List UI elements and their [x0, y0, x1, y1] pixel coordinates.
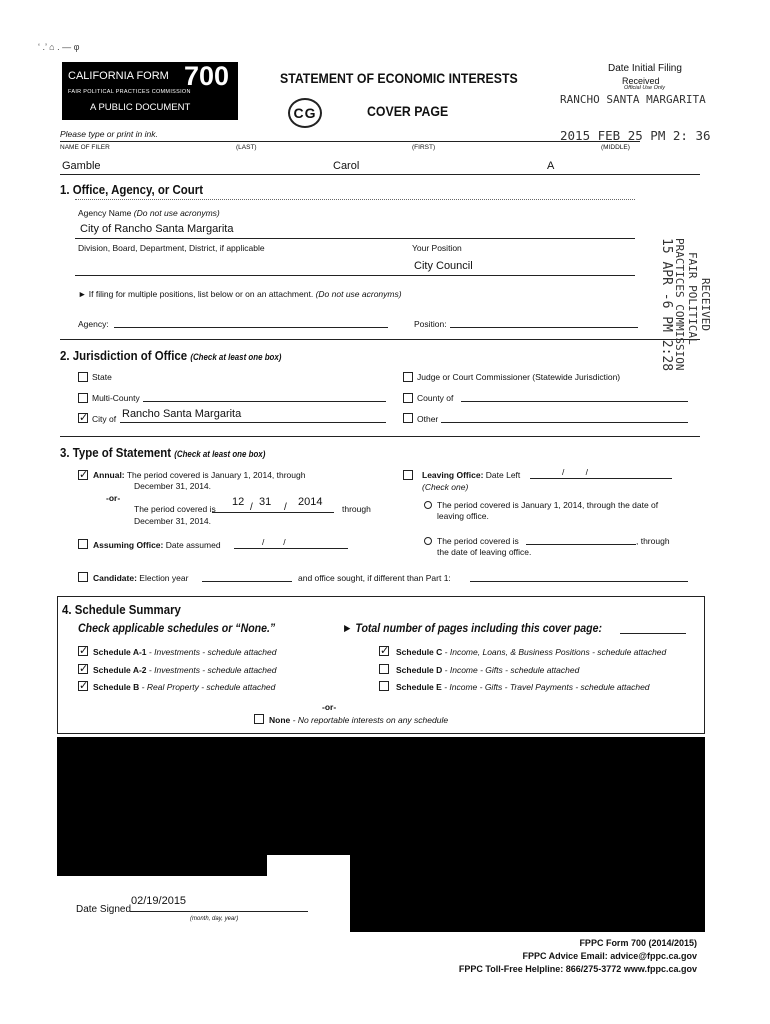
- multiple-positions-note: ► If filing for multiple positions, list below or on an attachment. (Do not use acronyms): [78, 289, 402, 299]
- footer-helpline: FPPC Toll-Free Helpline: 866/275-3772 www.fppc.ca.gov: [458, 964, 697, 974]
- through-label: through: [342, 504, 371, 514]
- schedule-e-checkbox[interactable]: [379, 681, 389, 691]
- multi-county-checkbox[interactable]: [78, 393, 88, 403]
- form-label: CALIFORNIA FORM: [68, 70, 169, 82]
- period-day[interactable]: 31: [259, 496, 272, 508]
- candidate-text: Candidate: Election year: [93, 573, 189, 583]
- leaving-option-2-through: , through: [636, 536, 670, 546]
- judge-checkbox[interactable]: [403, 372, 413, 382]
- please-type-note: Please type or print in ink.: [60, 129, 158, 139]
- agency-name-label: Agency Name (Do not use acronyms): [78, 208, 220, 218]
- your-position-value[interactable]: City Council: [414, 260, 473, 272]
- statement-title: STATEMENT OF ECONOMIC INTERESTS: [280, 70, 518, 86]
- official-use-label: Official Use Only: [624, 85, 665, 91]
- fppc-received-stamp: RECEIVED FAIR POLITICAL PRACTICES COMMISSION 15 APR -6 PM 2:28: [659, 238, 712, 372]
- schedule-a2-checkbox[interactable]: [78, 664, 88, 674]
- total-pages-label: ► Total number of pages including this cover page:: [342, 621, 603, 635]
- schedule-c-checkbox[interactable]: [379, 646, 389, 656]
- schedule-a2-label: Schedule A-2 - Investments - schedule attached: [93, 665, 277, 675]
- agency-label: Agency:: [78, 319, 109, 329]
- assuming-office-text: Assuming Office: Date assumed: [93, 540, 221, 550]
- leaving-office-text: Leaving Office: Date Left: [422, 470, 521, 480]
- leaving-option-2-text-2: the date of leaving office.: [437, 547, 532, 557]
- commission-label: FAIR POLITICAL PRACTICES COMMISSION: [68, 89, 191, 95]
- footer-advice-email: FPPC Advice Email: advice@fppc.ca.gov: [522, 951, 697, 961]
- schedule-b-checkbox[interactable]: [78, 681, 88, 691]
- candidate-checkbox[interactable]: [78, 572, 88, 582]
- date-initial-filing-label: Date Initial Filing: [608, 63, 682, 74]
- leaving-office-checkbox[interactable]: [403, 470, 413, 480]
- period-covered-label: The period covered is: [134, 504, 216, 514]
- footer-form-label: FPPC Form 700 (2014/2015): [579, 938, 697, 948]
- city-received-stamp: RANCHO SANTA MARGARITA: [560, 93, 706, 106]
- leaving-option-2-text: The period covered is: [437, 536, 519, 546]
- name-of-filer-label: NAME OF FILER: [60, 144, 110, 151]
- first-name-label: (FIRST): [412, 144, 436, 151]
- annual-text-2: December 31, 2014.: [134, 481, 212, 491]
- period-year[interactable]: 2014: [298, 496, 323, 508]
- cover-page-title: COVER PAGE: [367, 103, 449, 119]
- leaving-option-1-radio[interactable]: [424, 501, 432, 509]
- filing-date-stamp: 2015 FEB 25 PM 2: 36: [560, 128, 711, 143]
- filer-middle-initial[interactable]: A: [547, 160, 555, 172]
- office-sought-label: and office sought, if different than Part 1:: [298, 573, 451, 583]
- assuming-office-checkbox[interactable]: [78, 539, 88, 549]
- check-applicable-note: Check applicable schedules or “None.”: [78, 621, 276, 635]
- form-number: 700: [184, 61, 230, 91]
- or-separator: -or-: [106, 493, 121, 503]
- state-label: State: [92, 372, 112, 382]
- schedule-a1-checkbox[interactable]: [78, 646, 88, 656]
- filer-last-name[interactable]: Gamble: [62, 160, 101, 172]
- middle-name-label: (MIDDLE): [601, 144, 630, 151]
- dec31-label: December 31, 2014.: [134, 516, 212, 526]
- annual-text: Annual: The period covered is January 1, 2014, through: [93, 470, 306, 480]
- leaving-option-1-text-2: leaving office.: [437, 511, 489, 521]
- agency-name-value[interactable]: City of Rancho Santa Margarita: [80, 223, 234, 235]
- schedule-d-label: Schedule D - Income - Gifts - schedule attached: [396, 665, 580, 675]
- leaving-option-1-text: The period covered is January 1, 2014, through the date of: [437, 500, 659, 510]
- check-one-label: (Check one): [422, 482, 469, 492]
- section-3-title: 3. Type of Statement (Check at least one box): [60, 445, 266, 460]
- date-format-hint: (month, day, year): [190, 916, 239, 922]
- schedule-b-label: Schedule B - Real Property - schedule attached: [93, 682, 276, 692]
- date-signed-value[interactable]: 02/19/2015: [131, 895, 187, 907]
- section-2-title: 2. Jurisdiction of Office (Check at least one box): [60, 348, 282, 363]
- received-label: Received: [622, 76, 660, 86]
- county-checkbox[interactable]: [403, 393, 413, 403]
- form-header-box: [62, 62, 238, 120]
- section-1-title: 1. Office, Agency, or Court: [60, 182, 204, 197]
- redacted-block: [57, 737, 705, 855]
- other-checkbox[interactable]: [403, 413, 413, 423]
- filer-first-name[interactable]: Carol: [333, 160, 360, 172]
- division-label: Division, Board, Department, District, if applicable: [78, 243, 265, 253]
- city-of-value[interactable]: Rancho Santa Margarita: [122, 408, 242, 420]
- multi-county-label: Multi-County: [92, 393, 140, 403]
- judge-label: Judge or Court Commissioner (Statewide Jurisdiction): [417, 372, 621, 382]
- cg-circle: CG: [288, 98, 322, 128]
- county-of-label: County of: [417, 393, 454, 403]
- last-name-label: (LAST): [236, 144, 257, 151]
- public-document-label: A PUBLIC DOCUMENT: [90, 102, 191, 113]
- none-label: None - No reportable interests on any schedule: [269, 715, 449, 725]
- your-position-label: Your Position: [412, 243, 462, 253]
- city-of-label: City of: [92, 414, 117, 424]
- annual-checkbox[interactable]: [78, 470, 88, 480]
- redacted-block-right: [350, 850, 705, 932]
- state-checkbox[interactable]: [78, 372, 88, 382]
- scan-mark: ‘ .’ ⌂ . — φ: [38, 42, 80, 52]
- none-checkbox[interactable]: [254, 714, 264, 724]
- date-signed-label: Date Signed: [76, 904, 132, 915]
- leaving-option-2-radio[interactable]: [424, 537, 432, 545]
- redacted-block-left: [57, 850, 267, 876]
- schedule-c-label: Schedule C - Income, Loans, & Business Positions - schedule attached: [396, 647, 667, 657]
- section-4-title: 4. Schedule Summary: [62, 602, 181, 617]
- position-label: Position:: [414, 319, 447, 329]
- other-label: Other: [417, 414, 439, 424]
- city-checkbox[interactable]: [78, 413, 88, 423]
- schedule-a1-label: Schedule A-1 - Investments - schedule attached: [93, 647, 277, 657]
- schedule-d-checkbox[interactable]: [379, 664, 389, 674]
- schedule-or-separator: -or-: [322, 702, 337, 712]
- schedule-e-label: Schedule E - Income - Gifts - Travel Payments - schedule attached: [396, 682, 650, 692]
- period-month[interactable]: 12: [232, 496, 245, 508]
